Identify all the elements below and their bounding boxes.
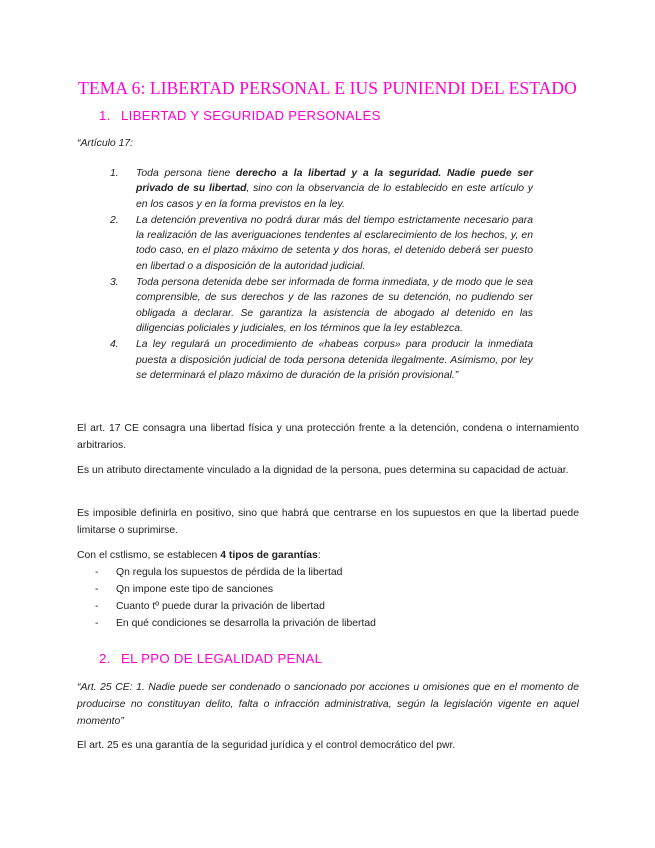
- section-2-number: 2.: [99, 651, 111, 666]
- dash-bullet: -: [95, 567, 99, 578]
- article-17-item-1: 1. Toda persona tiene derecho a la libertad y a la seguridad. Nadie puede ser privado de su libertad, sino con la observancia de lo establecido en este artículo y en los casos y en la forma previstos en la ley.: [110, 168, 533, 210]
- article-25-quote: “Art. 25 CE: 1. Nadie puede ser condenado o sancionado por acciones u omisiones que en el momento de producirse no constituyan delito, falta o infracción administrativa, según la legislación vigente en aquel momento”: [77, 682, 579, 727]
- bold-emphasis: derecho a la libertad y a la seguridad. Nadie puede ser privado de su libertad: [136, 168, 533, 195]
- list-marker: 3.: [110, 277, 119, 289]
- list-marker: 2.: [110, 214, 119, 226]
- list-item: - Qn regula los supuestos de pérdida de la libertad: [95, 564, 515, 581]
- closing-paragraph: El art. 25 es una garantía de la seguridad jurídica y el control democrático del pwr.: [77, 740, 456, 751]
- list-item: - Cuanto tº puede durar la privación de libertad: [95, 598, 515, 615]
- section-2-title: EL PPO DE LEGALIDAD PENAL: [120, 651, 323, 666]
- section-1-heading: [99, 108, 381, 123]
- article-17-item-4: 4. La ley regulará un procedimiento de «habeas corpus» para producir la inmediata puesta a disposición judicial de toda persona detenida ilegalmente. Asimismo, por ley se determinará el plazo máximo de duración de la prisión provisional.”: [110, 339, 533, 381]
- article-17-item-3: 3. Toda persona detenida debe ser informada de forma inmediata, y de modo que le sea comprensible, de sus derechos y de las razones de su detención, no pudiendo ser obligada a declarar. Se garantiza la asistencia de abogado al detenido en las diligencias policiales y judiciales, en los términos que la ley establezca.: [110, 277, 533, 334]
- dash-bullet: -: [95, 618, 99, 629]
- paragraph: Es un atributo directamente vinculado a la dignidad de la persona, pues determina su capacidad de actuar.: [77, 465, 569, 476]
- article-17-label: “Artículo 17:: [77, 138, 134, 149]
- list-marker: 4.: [110, 339, 119, 351]
- guarantees-list: [95, 564, 515, 632]
- list-marker: 1.: [110, 168, 119, 179]
- list-item: - Qn impone este tipo de sanciones: [95, 581, 515, 598]
- document-title: TEMA 6: LIBERTAD PERSONAL E IUS PUNIENDI DEL ESTADO: [78, 78, 577, 98]
- section-1-title: LIBERTAD Y SEGURIDAD PERSONALES: [120, 108, 381, 123]
- section-2-heading: [99, 651, 322, 666]
- dash-bullet: -: [95, 601, 99, 612]
- bold-emphasis: 4 tipos de garantías: [220, 550, 318, 561]
- dash-bullet: -: [95, 584, 99, 595]
- paragraph: El art. 17 CE consagra una libertad física y una protección frente a la detención, condena o internamiento arbitrarios.: [77, 423, 579, 451]
- paragraph: Es imposible definirla en positivo, sino que habrá que centrarse en los supuestos en que la libertad puede limitarse o suprimirse.: [77, 508, 579, 536]
- list-item: - En qué condiciones se desarrolla la privación de libertad: [95, 615, 515, 632]
- guarantees-intro: Con el cstlismo, se establecen 4 tipos de garantías:: [77, 550, 321, 561]
- article-17-item-2: 2. La detención preventiva no podrá durar más del tiempo estrictamente necesario para la realización de las averiguaciones tendentes al esclarecimiento de los hechos, y, en todo caso, en el plazo máximo de setenta y dos horas, el detenido deberá ser puesto en libertad o a disposición de la autoridad judicial.: [110, 214, 533, 272]
- article-17-list: [110, 166, 533, 384]
- section-1-number: 1.: [99, 108, 111, 123]
